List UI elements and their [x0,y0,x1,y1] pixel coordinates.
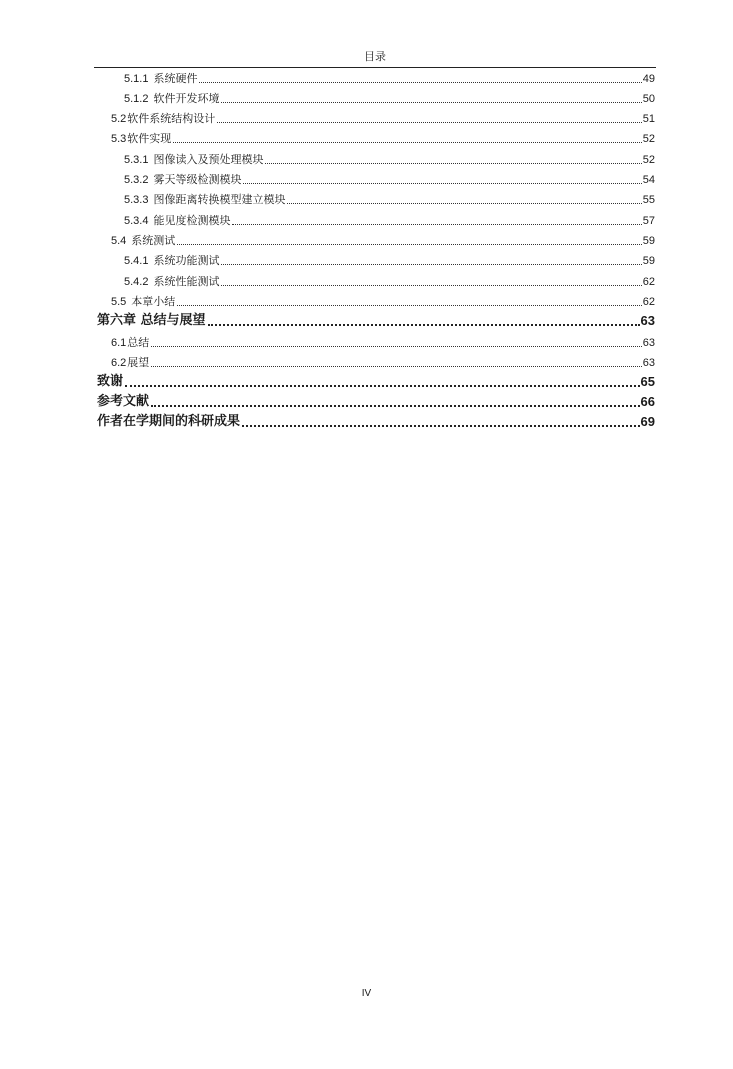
toc-entry-label [124,254,220,268]
toc-entry-number: 5.4.1 [124,255,149,267]
toc-entry-label [124,173,242,187]
toc-entry-title: 图像距离转换模型建立模块 [153,193,286,206]
toc-entry-page: 63 [642,337,655,349]
toc-entry-number: 5.4 [111,235,127,247]
toc-entry-number: 5.4.2 [124,276,149,288]
toc-entry-label [124,72,198,86]
toc-entry-page: 57 [642,215,655,227]
toc-entry-chapter-6[interactable] [97,313,655,329]
toc-entry-title: 参考文献 [97,394,150,409]
toc-entry-5-3-4[interactable] [124,214,655,228]
toc-entry-acknowledgements[interactable] [97,374,655,390]
toc-entry-page: 63 [642,357,655,369]
dot-leader [265,163,641,164]
toc-entry-number: 5.3 [111,133,127,145]
toc-entry-5-1-1[interactable] [124,72,655,86]
toc-entry-title: 软件实现 [127,132,172,145]
toc-entry-title: 作者在学期间的科研成果 [97,414,241,429]
toc-entry-page: 59 [642,255,655,267]
toc-entry-page: 62 [642,276,655,288]
toc-entry-label [124,92,220,106]
toc-entry-5-2[interactable] [111,112,655,126]
dot-leader [242,425,640,427]
toc-entry-title: 总结 [127,336,150,349]
dot-leader [208,324,640,326]
toc-entry-number: 5.1.1 [124,73,149,85]
toc-entry-title: 软件系统结构设计 [127,112,216,125]
toc-entry-page: 65 [640,374,655,389]
toc-entry-title: 系统测试 [131,234,176,247]
toc-entry-page: 59 [642,235,655,247]
dot-leader [173,142,641,143]
toc-entry-label [124,193,286,207]
toc-entry-page: 50 [642,93,655,105]
toc-entry-page: 54 [642,174,655,186]
dot-leader [221,264,641,265]
header-rule [94,67,656,68]
toc-entry-title: 雾天等级检测模块 [153,173,242,186]
toc-entry-page: 55 [642,194,655,206]
toc-entry-number: 5.3.1 [124,154,149,166]
toc-entry-page: 49 [642,73,655,85]
toc-entry-title: 软件开发环境 [153,92,220,105]
toc-entry-title: 系统功能测试 [153,254,220,267]
dot-leader [199,82,641,83]
dot-leader [243,183,641,184]
toc-entry-page: 66 [640,394,655,409]
toc-entry-number: 5.3.4 [124,215,149,227]
toc-entry-5-3-2[interactable] [124,173,655,187]
toc-entry-label [124,275,220,289]
toc-entry-page: 63 [640,313,655,328]
toc-entry-title: 系统性能测试 [153,275,220,288]
toc-entry-page: 51 [642,113,655,125]
toc-entry-number: 5.3.3 [124,194,149,206]
dot-leader [221,285,641,286]
dot-leader [125,385,640,387]
dot-leader [177,305,641,306]
toc-entry-6-1[interactable] [111,336,655,350]
toc-entry-title: 图像读入及预处理模块 [153,153,264,166]
toc-entry-title: 展望 [127,356,150,369]
toc-entry-title: 本章小结 [131,295,176,308]
toc-entry-references[interactable] [97,394,655,410]
toc-entry-page: 62 [642,296,655,308]
toc-entry-title: 系统硬件 [153,72,198,85]
toc-entry-label [111,132,172,146]
toc-entry-title: 能见度检测模块 [153,214,231,227]
toc-entry-number: 5.3.2 [124,174,149,186]
dot-leader [151,346,641,347]
toc-entry-page: 52 [642,133,655,145]
toc-entry-5-3-3[interactable] [124,193,655,207]
toc-entry-5-4[interactable] [111,234,655,248]
dot-leader [232,224,641,225]
dot-leader [177,244,641,245]
dot-leader [151,405,640,407]
dot-leader [217,122,641,123]
toc-entry-page: 52 [642,154,655,166]
toc-entry-page: 69 [640,414,655,429]
toc-entry-label [124,153,264,167]
toc-entry-5-3[interactable] [111,132,655,146]
toc-entry-title: 第六章 总结与展望 [97,313,206,328]
toc-entry-5-1-2[interactable] [124,92,655,106]
toc-entry-label [124,214,231,228]
toc-entry-number: 5.1.2 [124,93,149,105]
toc-entry-5-4-1[interactable] [124,254,655,268]
toc-entry-title: 致谢 [97,374,124,389]
toc-entry-label [111,336,150,350]
toc-entry-number: 5.2 [111,113,127,125]
toc-entry-6-2[interactable] [111,356,655,370]
dot-leader [287,203,641,204]
page-number: IV [361,988,372,999]
toc-entry-label [111,295,176,309]
toc-entry-number: 5.5 [111,296,127,308]
toc-entry-label [111,356,150,370]
toc-entry-number: 6.2 [111,357,127,369]
page-header-title: 目录 [364,50,386,63]
toc-entry-number: 6.1 [111,337,127,349]
toc-entry-5-5[interactable] [111,295,655,309]
dot-leader [221,102,641,103]
toc-entry-5-4-2[interactable] [124,275,655,289]
toc-entry-research-results[interactable] [97,414,655,430]
dot-leader [151,366,641,367]
toc-entry-5-3-1[interactable] [124,153,655,167]
toc-entry-label [111,112,216,126]
toc-entry-label [111,234,176,248]
